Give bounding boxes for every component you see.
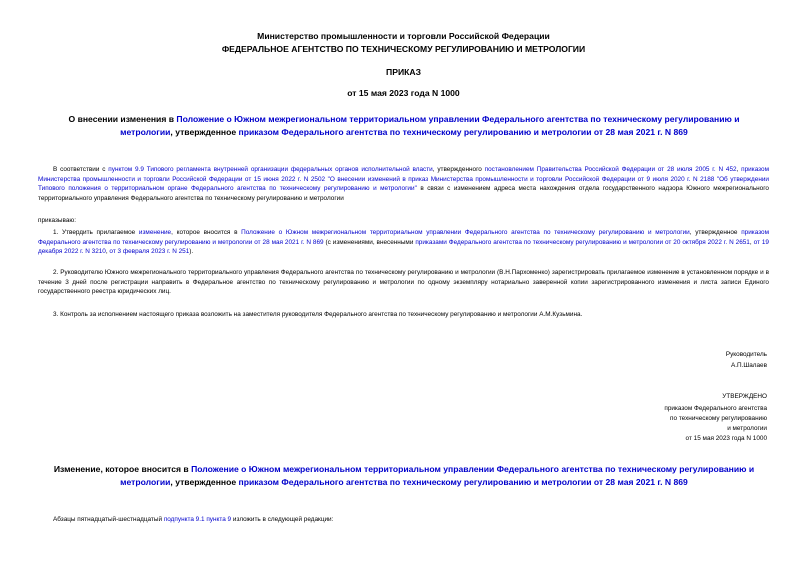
doc-date-number: от 15 мая 2023 года N 1000	[347, 88, 460, 98]
item-1-paragraph	[38, 228, 769, 257]
preamble-text-3: ,	[736, 166, 742, 173]
item1-text-4: (с изменениями, внесенными	[323, 238, 416, 246]
item1-link-order-869[interactable]: приказом Федерального агентства по техническому регулированию и метрологии от 28 мая 2021 г. N 869	[38, 229, 769, 246]
preamble-text-4: в связи с изменением адреса места нахождения отдела государственного надзора Южного межрегионального территориального управления Федерального агентства по техническому регулированию и метрологии	[38, 185, 769, 202]
item1-text-5: ,	[749, 238, 754, 246]
item1-text-6: ,	[105, 248, 110, 256]
preamble-text-1: В соответствии с	[53, 166, 109, 173]
preamble-text-2: , утвержденного	[432, 166, 485, 173]
last-para-link-subitem[interactable]: подпункта 9.1 пункта 9	[163, 516, 232, 523]
preamble-link-minprom-order[interactable]: приказом Министерства промышленности и торговли Российской Федерации от 15 июня 2022 г. N 2502 "О внесении изменений в приказ Министерства промышленности и торговли Российской Федерации от 9 июля 2020 г. N 2188 "Об утверждении Типового положения о территориальном органе Федерального агентства по техническому регулированию и метрологии"	[38, 166, 769, 193]
item1-text-7: ).	[189, 248, 194, 256]
item1-text-1: 1. Утвердить прилагаемое	[53, 229, 139, 236]
item1-link-order-251[interactable]: от 3 февраля 2023 г. N 251	[109, 248, 190, 256]
title-middle: , утвержденное	[170, 127, 239, 137]
item-2-paragraph: 2. Руководителю Южного межрегионального территориального управления Федерального агентства по техническому регулированию и метрологии (В.Н.Пархоменко) зарегистрировать прилагаемое изменение в установленном порядке и в течение 3 дней после регистрации направить в Федеральное агентство по техническому регулированию и метрологии по одному экземпляру нотариально заверенной копии зарегистрированного изменения и листа записи Единого государственного реестра юридических лиц.	[38, 269, 769, 296]
change-title	[48, 463, 760, 489]
change-title-prefix: Изменение, которое вносится в	[53, 464, 192, 474]
change-title-middle: , утвержденное	[170, 477, 239, 487]
item1-text-3: , утвержденное	[689, 229, 742, 236]
change-title-link-regulation[interactable]: Положение о Южном межрегиональном территориальном управлении Федерального агентства по техническому регулированию и метрологии	[120, 464, 755, 487]
last-para-text-2: изложить в следующей редакции:	[231, 516, 334, 523]
ministry-name: Министерство промышленности и торговли Российской Федерации	[257, 31, 550, 41]
approved-line-4: и метрологии	[727, 425, 767, 432]
approved-line-5: от 15 мая 2023 года N 1000	[685, 435, 767, 442]
title-link-regulation[interactable]: Положение о Южном межрегиональном территориальном управлении Федерального агентства по техническому регулированию и метрологии	[120, 114, 740, 137]
approved-line-3: по техническому регулированию	[670, 415, 767, 422]
item1-link-regulation[interactable]: Положение о Южном межрегиональном территориальном управлении Федерального агентства по техническому регулированию и метрологии	[241, 229, 690, 236]
order-word: приказываю:	[38, 217, 76, 224]
order-title	[48, 113, 760, 139]
signature-role: Руководитель	[725, 351, 767, 358]
last-para-text-1: Абзацы пятнадцатый-шестнадцатый	[53, 516, 164, 523]
item-3-paragraph: 3. Контроль за исполнением настоящего приказа возложить на заместителя руководителя Федерального агентства по техническому регулированию и метрологии А.М.Кузьмина.	[53, 311, 583, 318]
approved-line-2: приказом Федерального агентства	[664, 405, 767, 412]
item1-link-order-3210[interactable]: от 19 декабря 2022 г. N 3210	[38, 238, 769, 256]
agency-name: ФЕДЕРАЛЬНОЕ АГЕНТСТВО ПО ТЕХНИЧЕСКОМУ РЕГУЛИРОВАНИЮ И МЕТРОЛОГИИ	[221, 44, 586, 54]
item1-link-change[interactable]: изменение	[138, 229, 172, 236]
preamble-link-decree[interactable]: постановлением Правительства Российской Федерации от 28 июля 2005 г. N 452	[484, 166, 737, 173]
approved-line-1: УТВЕРЖДЕНО	[722, 393, 767, 400]
signature-name: А.П.Шалаев	[730, 362, 767, 369]
doc-type: ПРИКАЗ	[386, 67, 421, 77]
title-prefix: О внесении изменения в	[68, 114, 177, 124]
item1-text-2: , которое вносится в	[171, 229, 242, 236]
last-paragraph	[38, 515, 769, 525]
preamble-paragraph	[38, 165, 769, 203]
item1-link-order-2651[interactable]: приказами Федерального агентства по техническому регулированию и метрологии от 20 октября 2022 г. N 2651	[415, 238, 750, 246]
change-title-link-order[interactable]: приказом Федерального агентства по техническому регулированию и метрологии от 28 мая 2021 г. N 869	[238, 477, 688, 487]
title-link-order[interactable]: приказом Федерального агентства по техническому регулированию и метрологии от 28 мая 2021 г. N 869	[238, 127, 688, 137]
preamble-link-regulation[interactable]: пунктом 9.9 Типового регламента внутренней организации федеральных органов исполнительной власти	[108, 166, 433, 173]
